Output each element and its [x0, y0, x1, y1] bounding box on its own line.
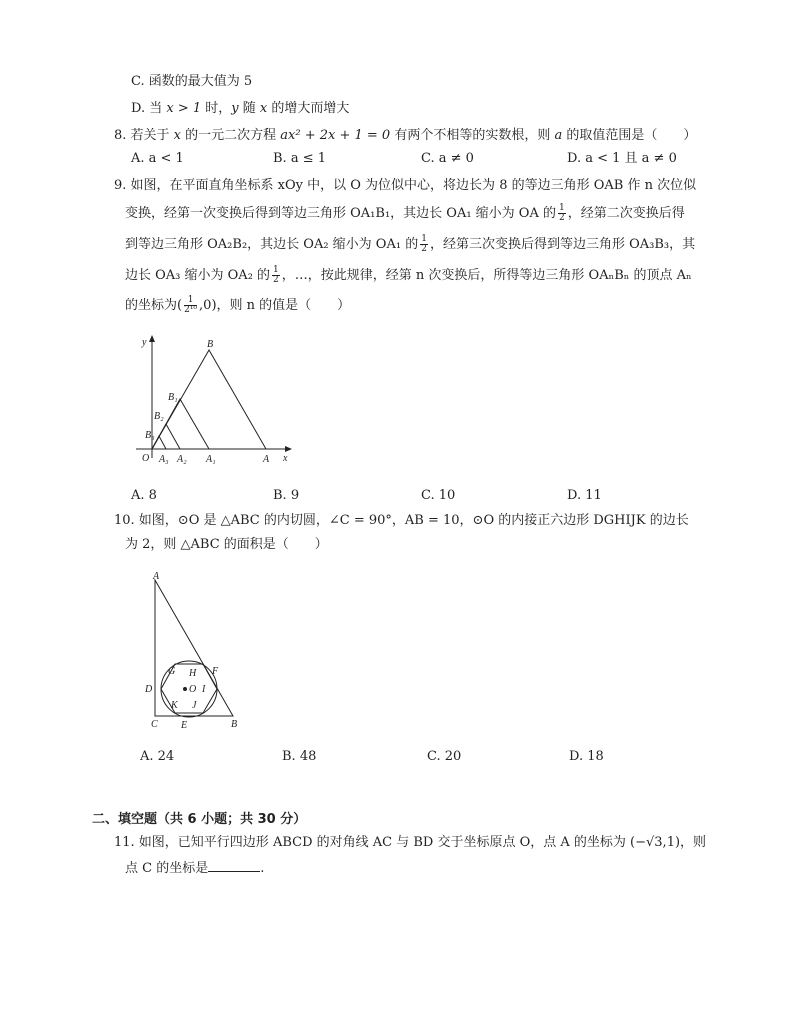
q11-line-2: 点 C 的坐标是 . — [125, 861, 265, 876]
triangle-oa2b2 — [152, 424, 180, 449]
label-k: K — [171, 700, 178, 711]
label-y: y — [142, 337, 147, 348]
q9-option-d[interactable]: D. 11 — [567, 488, 602, 503]
q8-stem: 8. 若关于 x 的一元二次方程 ax² + 2x + 1 = 0 有两个不相等的实数根，则 a 的取值范围是（ ） — [114, 128, 697, 143]
answer-blank[interactable] — [208, 859, 260, 872]
coordinate-fraction: $\frac{1}{\text{2¹⁰}}$ — [184, 295, 198, 315]
label-e: E — [181, 720, 188, 731]
q8-option-c[interactable]: C. a ≠ 0 — [421, 151, 474, 166]
q8-option-d[interactable]: D. a < 1 且 a ≠ 0 — [567, 151, 677, 166]
q10-option-c[interactable]: C. 20 — [427, 749, 462, 764]
label-b: B — [231, 719, 238, 730]
label-b: B — [207, 339, 214, 350]
q10-option-b[interactable]: B. 48 — [282, 749, 317, 764]
triangle-oa1b1 — [152, 399, 209, 449]
label-g: G — [168, 666, 176, 677]
label-o: O — [142, 453, 150, 464]
label-a: A — [263, 454, 270, 465]
label-b3: B₃ — [145, 430, 155, 441]
label-b1: B₁ — [168, 392, 178, 403]
q9-option-a[interactable]: A. 8 — [131, 488, 157, 503]
q9-option-b[interactable]: B. 9 — [273, 488, 300, 503]
center-point — [183, 687, 187, 691]
label-c: C — [151, 719, 158, 730]
q9-line-3: 到等边三角形 OA₂B₂，其边长 OA₂ 缩小为 OA₁ 的 $\frac{1}{2}$ ，经第三次变换后得到等边三角形 OA₃B₃，其 — [125, 234, 696, 254]
fraction-half: $\frac{1}{2}$ — [421, 234, 427, 254]
label-o: O — [189, 684, 197, 695]
q7-option-c: C. 函数的最大值为 5 — [131, 74, 253, 89]
label-h: H — [189, 668, 197, 679]
q10-option-d[interactable]: D. 18 — [569, 749, 604, 764]
label-a1: A₁ — [206, 454, 216, 465]
q9-line-5: 的坐标为( $\frac{1}{\text{2¹⁰}}$ ,0)，则 n 的值是（ ） — [125, 295, 351, 315]
q9-line-1: 9. 如图，在平面直角坐标系 xOy 中，以 O 为位似中心，将边长为 8 的等边三角形 OAB 作 n 次位似 — [114, 178, 697, 193]
label-j: J — [192, 700, 197, 711]
q9-line-4: 边长 OA₃ 缩小为 OA₂ 的 $\frac{1}{2}$ ，…，按此规律，经第 n 次变换后，所得等边三角形 OAₙBₙ 的顶点 Aₙ — [125, 265, 692, 285]
label-x: x — [283, 453, 288, 464]
q11-line-1: 11. 如图，已知平行四边形 ABCD 的对角线 AC 与 BD 交于坐标原点 O，点 A 的坐标为 (−√3,1)，则 — [114, 835, 707, 850]
q9-figure — [130, 333, 300, 468]
fraction-half: $\frac{1}{2}$ — [273, 265, 279, 285]
q10-line-2: 为 2，则 △ABC 的面积是（ ） — [125, 537, 328, 552]
label-a2: A₂ — [177, 454, 187, 465]
q10-figure — [140, 568, 250, 733]
q7-option-d: D. 当 x > 1 时，y 随 x 的增大而增大 — [131, 101, 350, 116]
triangle-abc — [155, 580, 233, 716]
q10-line-1: 10. 如图，⊙O 是 △ABC 的内切圆，∠C = 90°，AB = 10，⊙O 的内接正六边形 DGHIJK 的边长 — [114, 513, 689, 528]
label-b2: B₂ — [154, 411, 164, 422]
q8-option-b[interactable]: B. a ≤ 1 — [273, 151, 326, 166]
label-d: D — [145, 684, 153, 695]
fraction-half: $\frac{1}{2}$ — [559, 203, 565, 223]
x-axis-arrow — [285, 446, 292, 452]
label-a: A — [153, 571, 160, 582]
label-a3: A₃ — [159, 454, 169, 465]
label-f: F — [212, 666, 219, 677]
q10-option-a[interactable]: A. 24 — [140, 749, 175, 764]
label-i: I — [202, 684, 206, 695]
y-axis-arrow — [149, 335, 155, 342]
q9-option-c[interactable]: C. 10 — [421, 488, 456, 503]
q9-line-2: 变换，经第一次变换后得到等边三角形 OA₁B₁，其边长 OA₁ 缩小为 OA 的 $\frac{1}{2}$ ，经第二次变换后得 — [125, 203, 685, 223]
section-title: 二、填空题（共 6 小题；共 30 分） — [92, 812, 307, 827]
q8-option-a[interactable]: A. a < 1 — [131, 151, 184, 166]
